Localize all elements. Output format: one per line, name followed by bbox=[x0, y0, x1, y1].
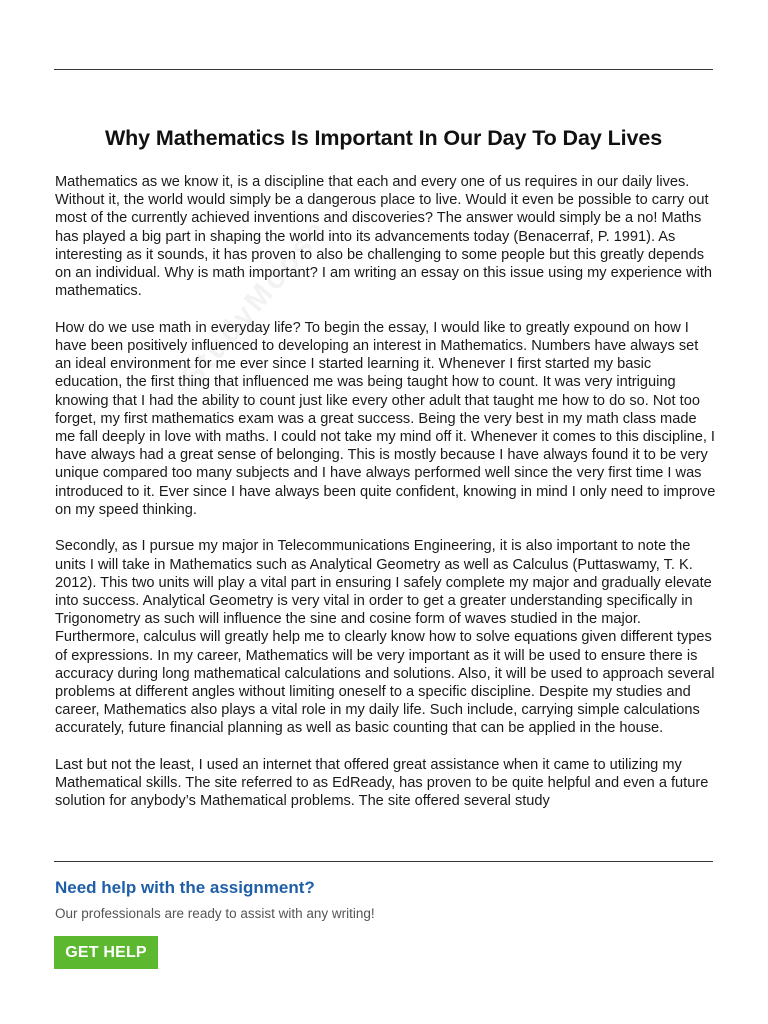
essay-paragraph: Mathematics as we know it, is a discipline that each and every one of us requires in our daily lives. Without it, the world would simply be a dangerous place to live. Would it even be possible to carry out most of the currently achieved inventions and discoveries? The answer would simply be a no! Maths has played a big part in shaping the world into its advancements today (Benacerraf, P. 1991). As interesting as it sounds, it has proven to also be challenging to some people but this greatly depends on an individual. Why is math important? I am writing an essay on this issue using my experience with mathematics. bbox=[55, 174, 713, 300]
cta-heading: Need help with the assignment? bbox=[55, 878, 315, 897]
essay-paragraph: Last but not the least, I used an internet that offered great assistance when it came to utilizing my Mathematical skills. The site referred to as EdReady, has proven to be quite helpful and even a future solution for anybody’s Mathematical problems. The site offered several study bbox=[55, 757, 709, 810]
top-divider bbox=[54, 69, 713, 70]
get-help-button[interactable]: GET HELP bbox=[54, 936, 158, 969]
essay-paragraph: How do we use math in everyday life? To begin the essay, I would like to greatly expound on how I have been positively influenced to developing an interest in Mathematics. Numbers have always set an ideal environment for me ever since I started learning it. Whenever I first started my basic education, the first thing that influenced me was being taught how to count. It was very intriguing knowing that I had the ability to count just like every other adult that taught me how to do so. Not too forget, my first mathematics exam was a great success. Being the very best in my math class made me fall deeply in love with maths. I could not take my mind off it. Whenever it comes to this discipline, I have always had a great sense of belonging. This is mostly because I have always found it to be very unique compared too many subjects and I have always performed well since the very first time I was introduced to it. Ever since I have always been quite confident, knowing in mind I only need to improve on my speed thinking. bbox=[55, 319, 716, 518]
bottom-divider bbox=[54, 861, 713, 862]
document-title: Why Mathematics Is Important In Our Day To Day Lives bbox=[104, 126, 663, 150]
cta-subtext: Our professionals are ready to assist with any writing! bbox=[55, 906, 375, 921]
watermark-logo: StudyMoose bbox=[175, 212, 335, 394]
essay-paragraph: Secondly, as I pursue my major in Telecommunications Engineering, it is also important to note the units I will take in Mathematics such as Analytical Geometry as well as Calculus (Puttaswamy, T. K. 2012). This two units will play a vital part in ensuring I safely complete my major and gradually elevate into success. Analytical Geometry is very vital in order to get a greater understanding specifically in Trigonometry as such will influence the sine and cosine form of waves studied in the major. Furthermore, calculus will greatly help me to clearly know how to solve equations given different types of expressions. In my career, Mathematics will be very important as it will be used to ensure there is accuracy during long mathematical calculations and solutions. Also, it will be used to approach several problems at different angles without limiting oneself to a specific discipline. Despite my studies and career, Mathematics also plays a vital role in my daily life. Such include, carrying simple calculations accurately, future financial planning as well as basic counting that can be applied in the house. bbox=[55, 538, 715, 737]
essay-body bbox=[55, 173, 717, 829]
